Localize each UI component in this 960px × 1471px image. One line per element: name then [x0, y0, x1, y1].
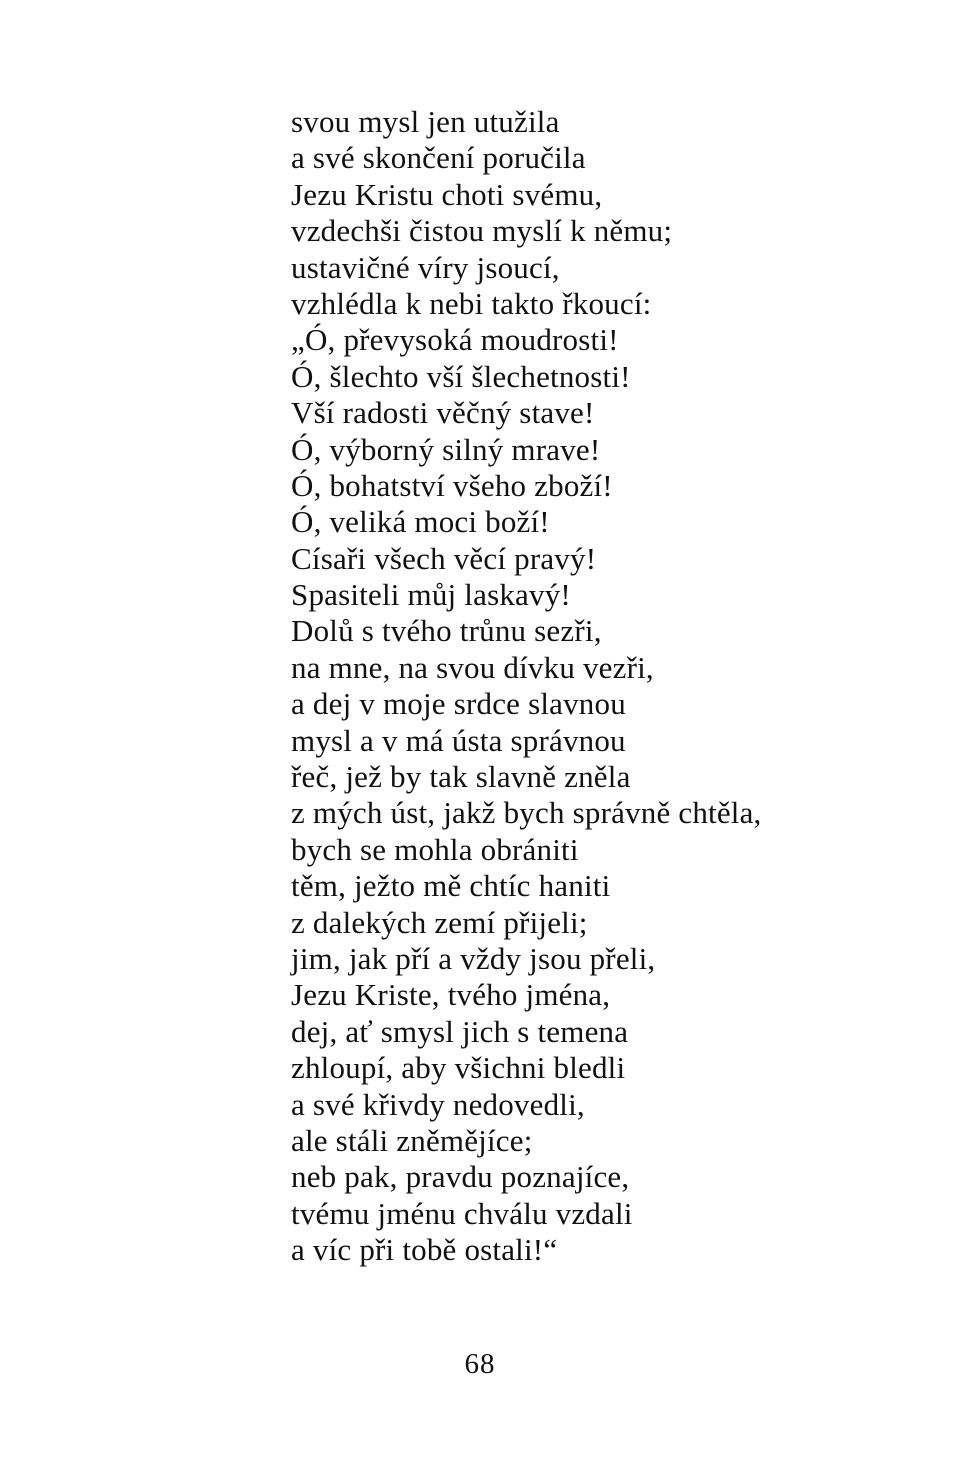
poem-line: Císaři všech věcí pravý!	[291, 540, 597, 576]
poem-line: z dalekých zemí přijeli;	[291, 904, 588, 940]
poem-line: jim, jak pří a vždy jsou přeli,	[291, 940, 656, 976]
page-number: 68	[464, 1348, 496, 1380]
poem-line: Vší radosti věčný stave!	[291, 395, 595, 431]
poem-line: Spasiteli můj laskavý!	[291, 577, 571, 613]
poem-line: a dej v moje srdce slavnou	[291, 686, 626, 722]
poem-line: z mých úst, jakž bych správně chtěla,	[291, 795, 762, 831]
poem-line: ustavičné víry jsoucí,	[291, 249, 560, 285]
poem-line: Dolů s tvého trůnu sezři,	[291, 613, 602, 649]
poem-line: na mne, na svou dívku vezři,	[291, 649, 654, 685]
poem-line: „Ó, převysoká moudrosti!	[291, 322, 619, 358]
poem-line: svou mysl jen utužila	[291, 104, 560, 139]
poem-line: řeč, jež by tak slavně zněla	[291, 759, 631, 795]
poem-line: a víc při tobě ostali!“	[291, 1232, 558, 1268]
poem-line: tvému jménu chválu vzdali	[291, 1195, 633, 1231]
poem-line: vzdechši čistou myslí k němu;	[291, 213, 673, 249]
poem-text	[291, 104, 762, 1269]
poem-line: neb pak, pravdu poznajíce,	[291, 1159, 630, 1195]
poem-line: dej, ať smysl jich s temena	[291, 1013, 629, 1049]
poem-line: a své skončení poručila	[291, 140, 586, 176]
poem-line: Ó, výborný silný mrave!	[291, 431, 601, 467]
poem-line: zhloupí, aby všichni bledli	[291, 1050, 626, 1086]
poem-line: Jezu Kriste, tvého jména,	[291, 977, 611, 1013]
poem-line: Ó, šlechto vší šlechetnosti!	[291, 358, 631, 394]
poem-line: vzhlédla k nebi takto řkoucí:	[291, 285, 652, 321]
poem-line: Ó, bohatství všeho zboží!	[291, 467, 613, 503]
poem-line: Jezu Kristu choti svému,	[291, 176, 603, 212]
poem-line: Ó, veliká moci boží!	[291, 504, 550, 540]
poem-line: těm, ježto mě chtíc haniti	[291, 868, 611, 904]
poem-line: bych se mohla obrániti	[291, 831, 579, 867]
poem-line: mysl a v má ústa správnou	[291, 722, 626, 758]
poem-line: ale stáli zněmějíce;	[291, 1122, 533, 1158]
poem-line: a své křivdy nedovedli,	[291, 1086, 585, 1122]
